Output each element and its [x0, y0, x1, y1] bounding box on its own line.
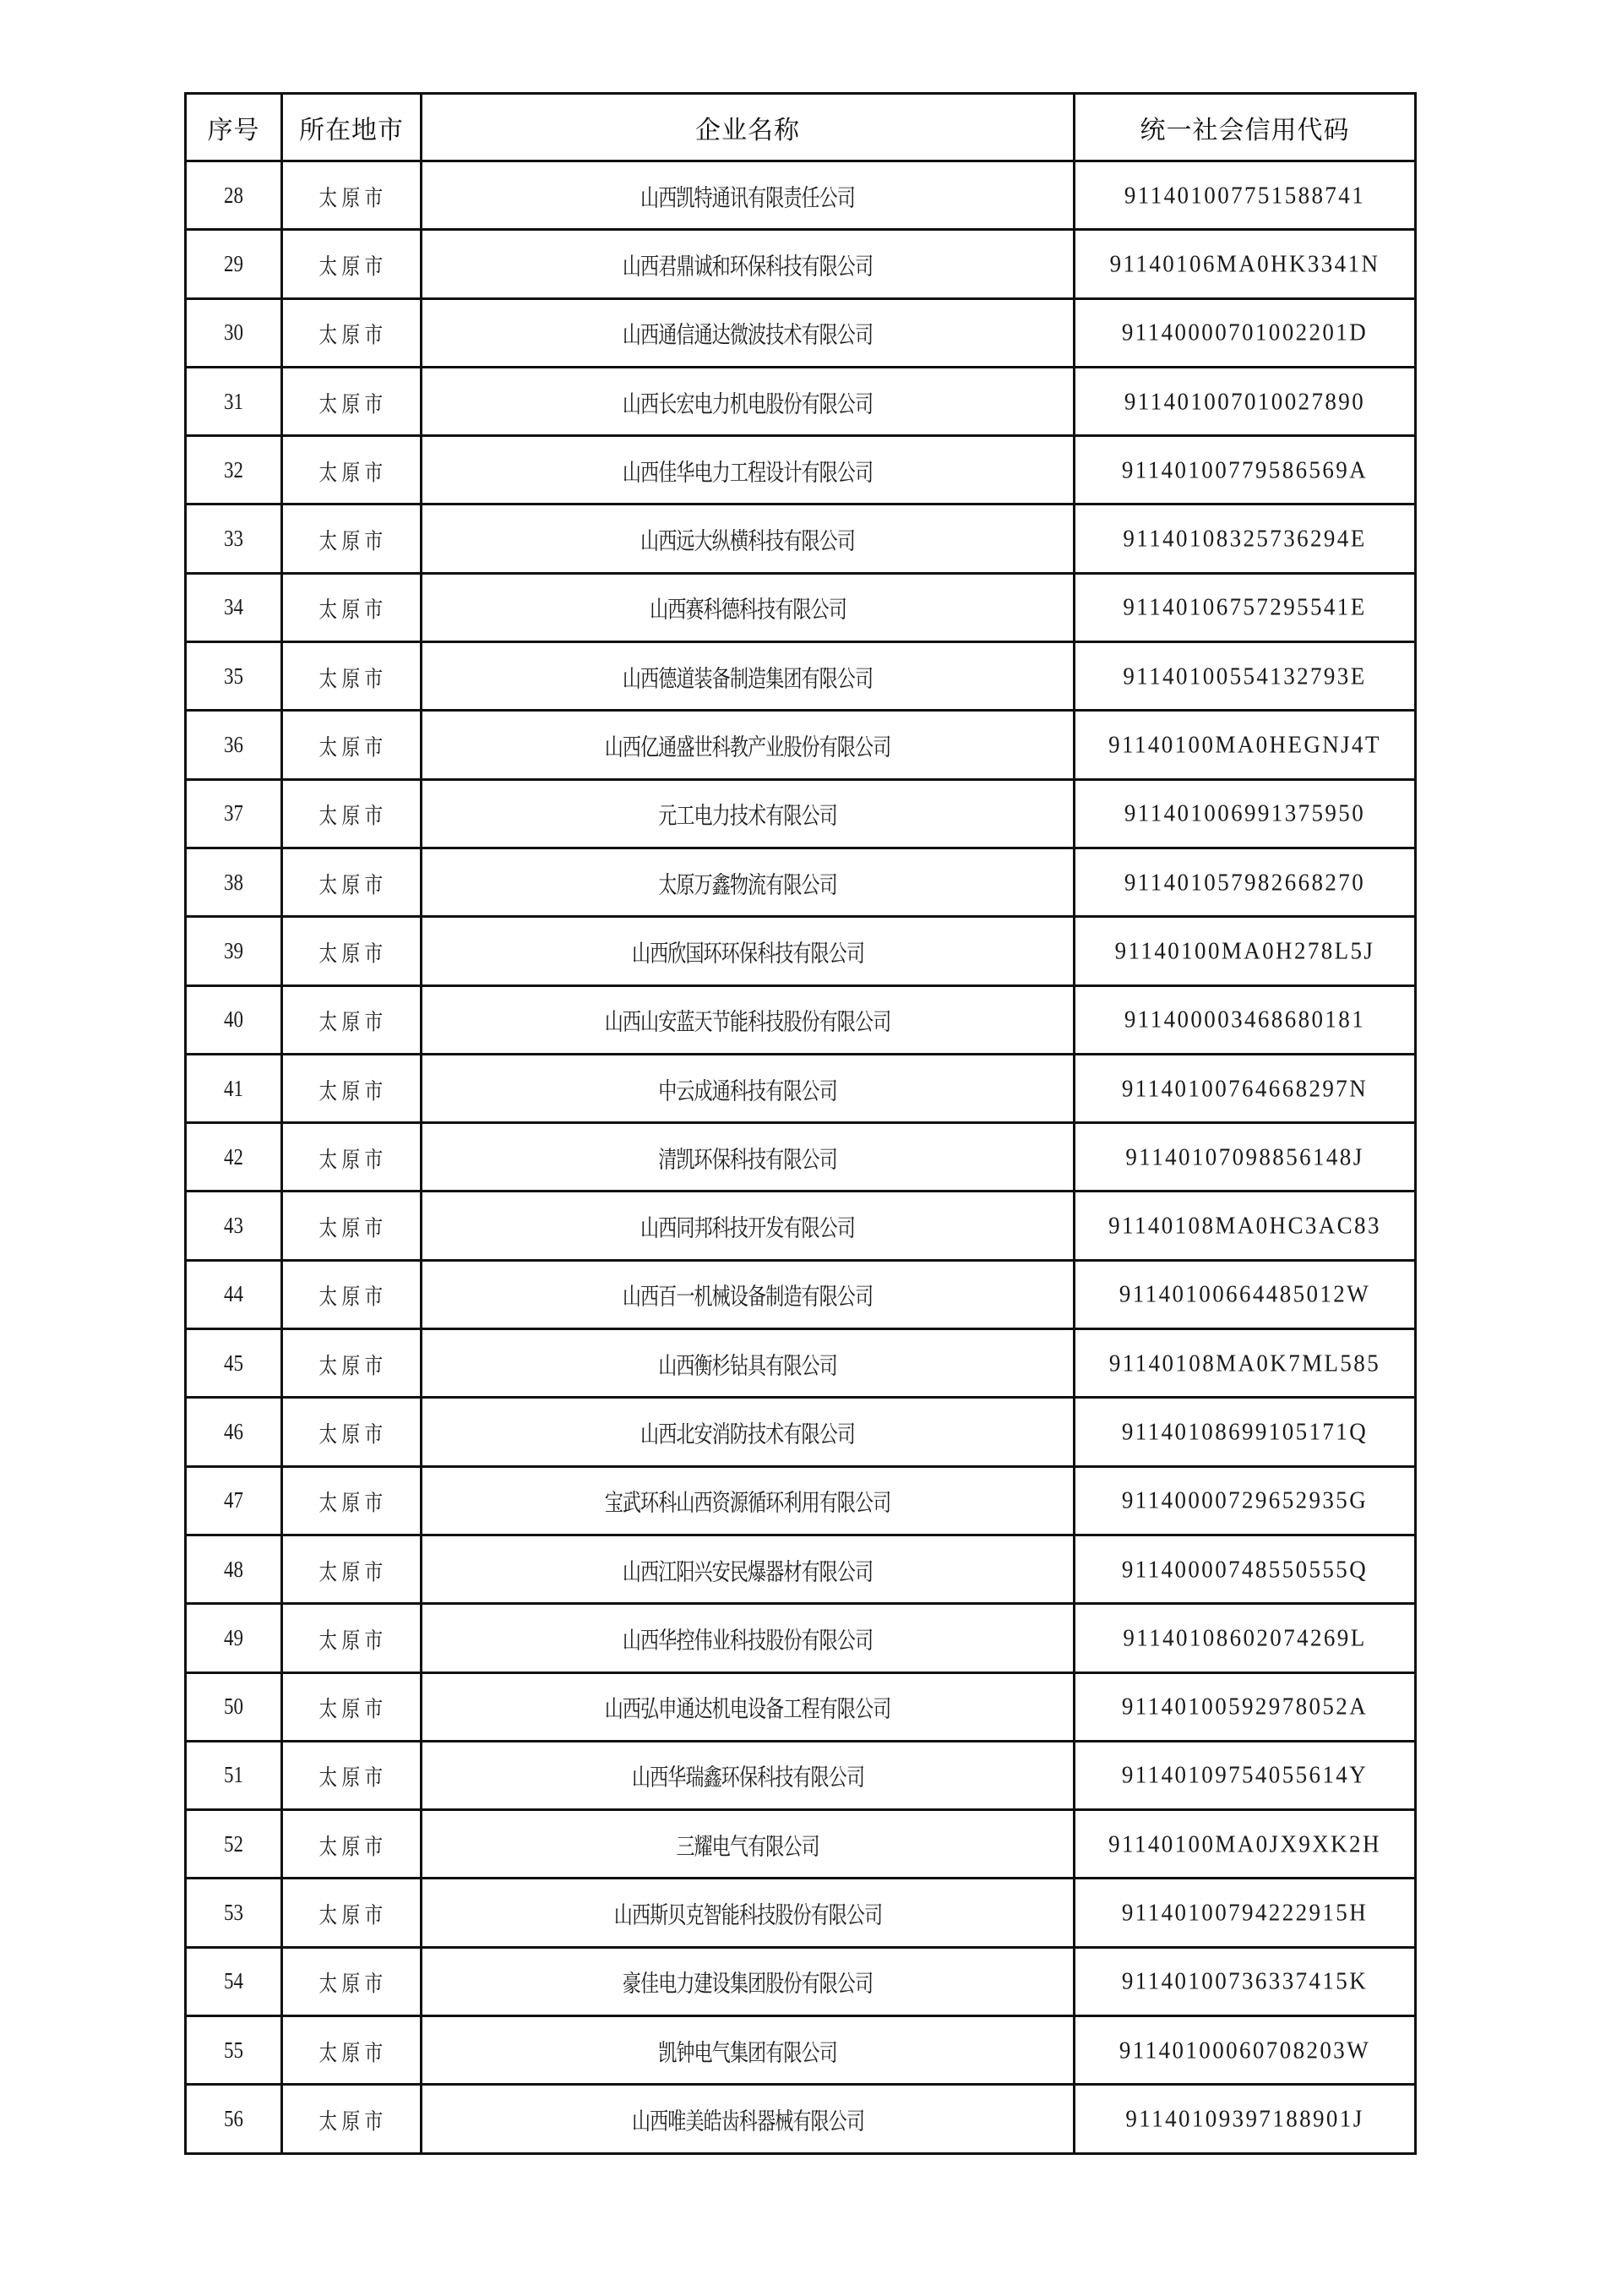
- city-name: 太原市: [318, 1077, 388, 1104]
- serial-number: 38: [224, 869, 243, 895]
- city-name: 太原市: [318, 253, 388, 280]
- company-name: 山西欣国环环保科技有限公司: [631, 940, 864, 968]
- credit-code-cell: [1075, 367, 1416, 435]
- city-cell: [282, 2085, 422, 2153]
- credit-code-cell: [1075, 985, 1416, 1054]
- city-cell: [282, 1260, 422, 1328]
- credit-code: 91140100764668297N: [1121, 1074, 1369, 1102]
- company-name: 三耀电气有限公司: [676, 1833, 819, 1861]
- serial-number: 33: [224, 526, 243, 552]
- serial-number: 56: [224, 2105, 243, 2131]
- table-row: [186, 917, 1416, 985]
- city-name: 太原市: [318, 321, 388, 349]
- serial-number: 30: [224, 319, 243, 346]
- serial-number: 55: [224, 2037, 243, 2063]
- credit-code-cell: [1075, 2016, 1416, 2085]
- company-name: 山西赛科德科技有限公司: [649, 596, 846, 624]
- serial-number-cell: [186, 1123, 282, 1192]
- city-name: 太原市: [318, 1421, 388, 1448]
- city-cell: [282, 642, 422, 711]
- company-name-cell: [422, 642, 1075, 711]
- table-row: [186, 2085, 1416, 2153]
- city-name: 太原市: [318, 1489, 388, 1517]
- credit-code: 91140106MA0HK3341N: [1109, 250, 1380, 277]
- company-name: 凯钟电气集团有限公司: [658, 2038, 837, 2067]
- serial-number: 41: [224, 1075, 243, 1101]
- city-cell: [282, 1810, 422, 1879]
- credit-code-cell: [1075, 1466, 1416, 1535]
- company-name-cell: [422, 1604, 1075, 1672]
- city-cell: [282, 779, 422, 848]
- serial-number: 50: [224, 1693, 243, 1720]
- table-row: [186, 1879, 1416, 1947]
- header-serial-number: 序号: [186, 94, 282, 161]
- header-credit-code: 统一社会信用代码: [1075, 94, 1416, 161]
- credit-code-cell: [1075, 1535, 1416, 1603]
- header-city: 所在地市: [282, 94, 422, 161]
- serial-number: 44: [224, 1281, 243, 1307]
- credit-code: 91140108MA0K7ML585: [1108, 1349, 1381, 1377]
- city-cell: [282, 161, 422, 230]
- credit-code-cell: [1075, 436, 1416, 504]
- serial-number-cell: [186, 985, 282, 1054]
- city-name: 太原市: [318, 1146, 388, 1173]
- company-name-cell: [422, 985, 1075, 1054]
- serial-number: 51: [224, 1762, 243, 1788]
- company-name: 山西北安消防技术有限公司: [640, 1421, 855, 1448]
- company-name: 山西华瑞鑫环保科技有限公司: [631, 1764, 864, 1792]
- table-row: [186, 230, 1416, 298]
- serial-number: 52: [224, 1830, 243, 1857]
- company-name-cell: [422, 1466, 1075, 1535]
- company-name: 山西衡杉钻具有限公司: [658, 1351, 837, 1380]
- credit-code: 91140108602074269L: [1123, 1624, 1367, 1651]
- serial-number-cell: [186, 1054, 282, 1122]
- serial-number-cell: [186, 573, 282, 641]
- credit-code: 911400003468680181: [1124, 1006, 1366, 1033]
- serial-number-cell: [186, 1535, 282, 1603]
- credit-code: 911401007751588741: [1124, 181, 1366, 209]
- serial-number: 35: [224, 663, 243, 689]
- city-name: 太原市: [318, 665, 388, 692]
- serial-number: 49: [224, 1624, 243, 1650]
- company-name: 山西凯特通讯有限责任公司: [640, 183, 855, 212]
- city-name: 太原市: [318, 1833, 388, 1860]
- company-name-cell: [422, 573, 1075, 641]
- serial-number-cell: [186, 1260, 282, 1328]
- company-name-cell: [422, 1398, 1075, 1466]
- city-name: 太原市: [318, 527, 388, 555]
- company-name: 豪佳电力建设集团股份有限公司: [622, 1970, 874, 1998]
- credit-code: 91140100554132793E: [1123, 662, 1367, 690]
- table-row: [186, 848, 1416, 916]
- city-name: 太原市: [318, 1764, 388, 1792]
- serial-number-cell: [186, 1810, 282, 1879]
- serial-number: 47: [224, 1487, 243, 1513]
- serial-number: 40: [224, 1006, 243, 1033]
- city-name: 太原市: [318, 1284, 388, 1311]
- serial-number-cell: [186, 2016, 282, 2085]
- city-name: 太原市: [318, 390, 388, 417]
- table-row: [186, 1398, 1416, 1466]
- credit-code: 91140100MA0JX9XK2H: [1108, 1830, 1381, 1857]
- company-name: 山西通信通达微波技术有限公司: [622, 321, 874, 349]
- company-name: 山西君鼎诚和环保科技有限公司: [622, 253, 874, 281]
- credit-code-cell: [1075, 1741, 1416, 1809]
- serial-number-cell: [186, 1741, 282, 1809]
- serial-number-cell: [186, 1672, 282, 1741]
- company-name-cell: [422, 1947, 1075, 2015]
- credit-code: 91140109754055614Y: [1121, 1761, 1369, 1789]
- company-name: 山西同邦科技开发有限公司: [640, 1214, 855, 1242]
- credit-code-cell: [1075, 642, 1416, 711]
- city-name: 太原市: [318, 2108, 388, 2135]
- city-cell: [282, 1672, 422, 1741]
- credit-code: 91140100736337415K: [1121, 1967, 1369, 1995]
- credit-code: 91140000729652935G: [1121, 1486, 1369, 1514]
- serial-number: 37: [224, 800, 243, 826]
- company-name-cell: [422, 779, 1075, 848]
- serial-number-cell: [186, 1466, 282, 1535]
- credit-code-cell: [1075, 1672, 1416, 1741]
- city-cell: [282, 985, 422, 1054]
- credit-code: 91140107098856148J: [1125, 1143, 1364, 1170]
- table-row: [186, 1741, 1416, 1809]
- table-row: [186, 161, 1416, 230]
- city-name: 太原市: [318, 802, 388, 830]
- company-name-cell: [422, 1810, 1075, 1879]
- city-name: 太原市: [318, 940, 388, 967]
- city-cell: [282, 1054, 422, 1122]
- serial-number-cell: [186, 161, 282, 230]
- credit-code-cell: [1075, 1329, 1416, 1398]
- company-name: 山西长宏电力机电股份有限公司: [622, 390, 874, 418]
- city-name: 太原市: [318, 1627, 388, 1654]
- city-name: 太原市: [318, 184, 388, 211]
- serial-number-cell: [186, 2085, 282, 2153]
- serial-number: 32: [224, 456, 243, 483]
- table-body: [186, 161, 1416, 2154]
- table-row: [186, 779, 1416, 848]
- company-name-cell: [422, 848, 1075, 916]
- company-name-cell: [422, 436, 1075, 504]
- city-cell: [282, 1329, 422, 1398]
- serial-number: 46: [224, 1418, 243, 1444]
- table-row: [186, 367, 1416, 435]
- city-name: 太原市: [318, 2039, 388, 2066]
- credit-code: 91140100794222915H: [1121, 1899, 1369, 1926]
- company-name-cell: [422, 1260, 1075, 1328]
- serial-number-cell: [186, 1192, 282, 1260]
- table-row: [186, 1947, 1416, 2015]
- city-cell: [282, 917, 422, 985]
- city-cell: [282, 711, 422, 779]
- serial-number-cell: [186, 1398, 282, 1466]
- company-name: 山西佳华电力工程设计有限公司: [622, 459, 874, 487]
- company-name-cell: [422, 298, 1075, 367]
- credit-code: 91140100060708203W: [1119, 2036, 1371, 2064]
- table-row: [186, 2016, 1416, 2085]
- city-cell: [282, 1192, 422, 1260]
- credit-code-cell: [1075, 1260, 1416, 1328]
- credit-code: 91140106757295541E: [1123, 593, 1367, 621]
- serial-number-cell: [186, 848, 282, 916]
- serial-number: 34: [224, 594, 243, 620]
- city-name: 太原市: [318, 734, 388, 761]
- city-name: 太原市: [318, 871, 388, 898]
- serial-number-cell: [186, 1947, 282, 2015]
- company-name: 山西唯美皓齿科器械有限公司: [631, 2108, 864, 2135]
- city-name: 太原市: [318, 1558, 388, 1585]
- table-row: [186, 436, 1416, 504]
- company-name-cell: [422, 230, 1075, 298]
- city-cell: [282, 848, 422, 916]
- serial-number: 48: [224, 1556, 243, 1582]
- city-name: 太原市: [318, 597, 388, 624]
- company-name: 山西江阳兴安民爆器材有限公司: [622, 1557, 874, 1586]
- company-name: 山西弘申通达机电设备工程有限公司: [604, 1695, 891, 1723]
- credit-code: 91140100779586569A: [1121, 456, 1369, 483]
- company-name-cell: [422, 1192, 1075, 1260]
- company-name: 山西百一机械设备制造有限公司: [622, 1283, 874, 1311]
- city-name: 太原市: [318, 1970, 388, 1998]
- city-cell: [282, 504, 422, 573]
- company-name-cell: [422, 1672, 1075, 1741]
- header-row: [186, 94, 1416, 161]
- table-row: [186, 298, 1416, 367]
- credit-code: 91140000748550555Q: [1121, 1555, 1369, 1583]
- company-name-cell: [422, 1329, 1075, 1398]
- city-name: 太原市: [318, 1008, 388, 1036]
- serial-number-cell: [186, 1879, 282, 1947]
- credit-code-cell: [1075, 230, 1416, 298]
- enterprise-table: [184, 92, 1417, 2155]
- serial-number: 39: [224, 937, 243, 963]
- serial-number-cell: [186, 504, 282, 573]
- company-name: 山西山安蓝天节能科技股份有限公司: [604, 1008, 891, 1036]
- table-row: [186, 985, 1416, 1054]
- table-row: [186, 504, 1416, 573]
- credit-code-cell: [1075, 504, 1416, 573]
- city-cell: [282, 230, 422, 298]
- company-name: 清凯环保科技有限公司: [658, 1146, 837, 1174]
- credit-code-cell: [1075, 1947, 1416, 2015]
- credit-code-cell: [1075, 779, 1416, 848]
- company-name: 太原万鑫物流有限公司: [658, 870, 837, 899]
- serial-number: 42: [224, 1143, 243, 1170]
- table-row: [186, 1260, 1416, 1328]
- company-name-cell: [422, 917, 1075, 985]
- serial-number: 53: [224, 1900, 243, 1926]
- credit-code-cell: [1075, 917, 1416, 985]
- serial-number-cell: [186, 642, 282, 711]
- company-name-cell: [422, 2085, 1075, 2153]
- credit-code-cell: [1075, 573, 1416, 641]
- serial-number-cell: [186, 1329, 282, 1398]
- credit-code-cell: [1075, 1192, 1416, 1260]
- credit-code-cell: [1075, 1054, 1416, 1122]
- serial-number: 31: [224, 388, 243, 414]
- credit-code-cell: [1075, 1123, 1416, 1192]
- city-cell: [282, 367, 422, 435]
- city-cell: [282, 1604, 422, 1672]
- header-company-name: 企业名称: [422, 94, 1075, 161]
- city-cell: [282, 1123, 422, 1192]
- serial-number-cell: [186, 367, 282, 435]
- serial-number-cell: [186, 779, 282, 848]
- table-row: [186, 1466, 1416, 1535]
- table-row: [186, 1535, 1416, 1603]
- credit-code-cell: [1075, 1604, 1416, 1672]
- table-row: [186, 1123, 1416, 1192]
- credit-code-cell: [1075, 1810, 1416, 1879]
- company-name: 山西德道装备制造集团有限公司: [622, 664, 874, 693]
- table-row: [186, 1604, 1416, 1672]
- company-name: 山西华控伟业科技股份有限公司: [622, 1627, 874, 1655]
- serial-number-cell: [186, 298, 282, 367]
- company-name: 元工电力技术有限公司: [658, 802, 837, 830]
- credit-code: 911401006991375950: [1124, 799, 1366, 827]
- city-name: 太原市: [318, 459, 388, 486]
- company-name: 宝武环科山西资源循环利用有限公司: [604, 1489, 891, 1517]
- city-cell: [282, 1466, 422, 1535]
- credit-code: 91140100664485012W: [1119, 1280, 1371, 1308]
- serial-number: 29: [224, 250, 243, 276]
- serial-number-cell: [186, 1604, 282, 1672]
- city-cell: [282, 1947, 422, 2015]
- table-row: [186, 1054, 1416, 1122]
- city-name: 太原市: [318, 1695, 388, 1723]
- company-name-cell: [422, 161, 1075, 230]
- city-cell: [282, 2016, 422, 2085]
- credit-code: 91140100MA0H278L5J: [1114, 937, 1375, 964]
- serial-number: 45: [224, 1350, 243, 1376]
- company-name-cell: [422, 367, 1075, 435]
- serial-number: 54: [224, 1968, 243, 1994]
- credit-code: 911401007010027890: [1124, 387, 1366, 415]
- city-cell: [282, 1535, 422, 1603]
- table-row: [186, 1810, 1416, 1879]
- table-row: [186, 1329, 1416, 1398]
- city-cell: [282, 1741, 422, 1809]
- company-name-cell: [422, 1123, 1075, 1192]
- company-name-cell: [422, 1741, 1075, 1809]
- serial-number-cell: [186, 230, 282, 298]
- city-name: 太原市: [318, 1214, 388, 1242]
- company-name-cell: [422, 1535, 1075, 1603]
- serial-number: 43: [224, 1213, 243, 1239]
- city-name: 太原市: [318, 1352, 388, 1379]
- company-name-cell: [422, 1879, 1075, 1947]
- credit-code-cell: [1075, 711, 1416, 779]
- company-name-cell: [422, 711, 1075, 779]
- company-name-cell: [422, 2016, 1075, 2085]
- credit-code: 91140108325736294E: [1123, 525, 1367, 552]
- serial-number: 28: [224, 182, 243, 208]
- credit-code: 91140000701002201D: [1121, 319, 1369, 346]
- table-row: [186, 711, 1416, 779]
- credit-code: 91140108699105171Q: [1121, 1418, 1369, 1445]
- company-name: 山西亿通盛世科教产业股份有限公司: [604, 734, 891, 761]
- serial-number-cell: [186, 711, 282, 779]
- credit-code: 91140108MA0HC3AC83: [1108, 1212, 1381, 1239]
- company-name: 山西斯贝克智能科技股份有限公司: [613, 1901, 882, 1929]
- table-row: [186, 1192, 1416, 1260]
- credit-code-cell: [1075, 161, 1416, 230]
- company-name-cell: [422, 1054, 1075, 1122]
- city-cell: [282, 298, 422, 367]
- city-name: 太原市: [318, 1901, 388, 1929]
- serial-number: 36: [224, 732, 243, 758]
- serial-number-cell: [186, 436, 282, 504]
- credit-code-cell: [1075, 2085, 1416, 2153]
- credit-code: 91140100MA0HEGNJ4T: [1108, 731, 1381, 758]
- city-cell: [282, 1398, 422, 1466]
- credit-code-cell: [1075, 848, 1416, 916]
- credit-code: 911401057982668270: [1124, 868, 1366, 896]
- table-row: [186, 642, 1416, 711]
- table-row: [186, 573, 1416, 641]
- credit-code-cell: [1075, 1398, 1416, 1466]
- city-cell: [282, 1879, 422, 1947]
- credit-code: 91140100592978052A: [1121, 1693, 1369, 1720]
- credit-code-cell: [1075, 1879, 1416, 1947]
- credit-code: 91140109397188901J: [1125, 2105, 1364, 2132]
- company-name: 山西远大纵横科技有限公司: [640, 527, 855, 555]
- city-cell: [282, 573, 422, 641]
- company-name-cell: [422, 504, 1075, 573]
- company-name: 中云成通科技有限公司: [658, 1077, 837, 1104]
- city-cell: [282, 436, 422, 504]
- serial-number-cell: [186, 917, 282, 985]
- table-row: [186, 1672, 1416, 1741]
- credit-code-cell: [1075, 298, 1416, 367]
- table-header: [186, 94, 1416, 161]
